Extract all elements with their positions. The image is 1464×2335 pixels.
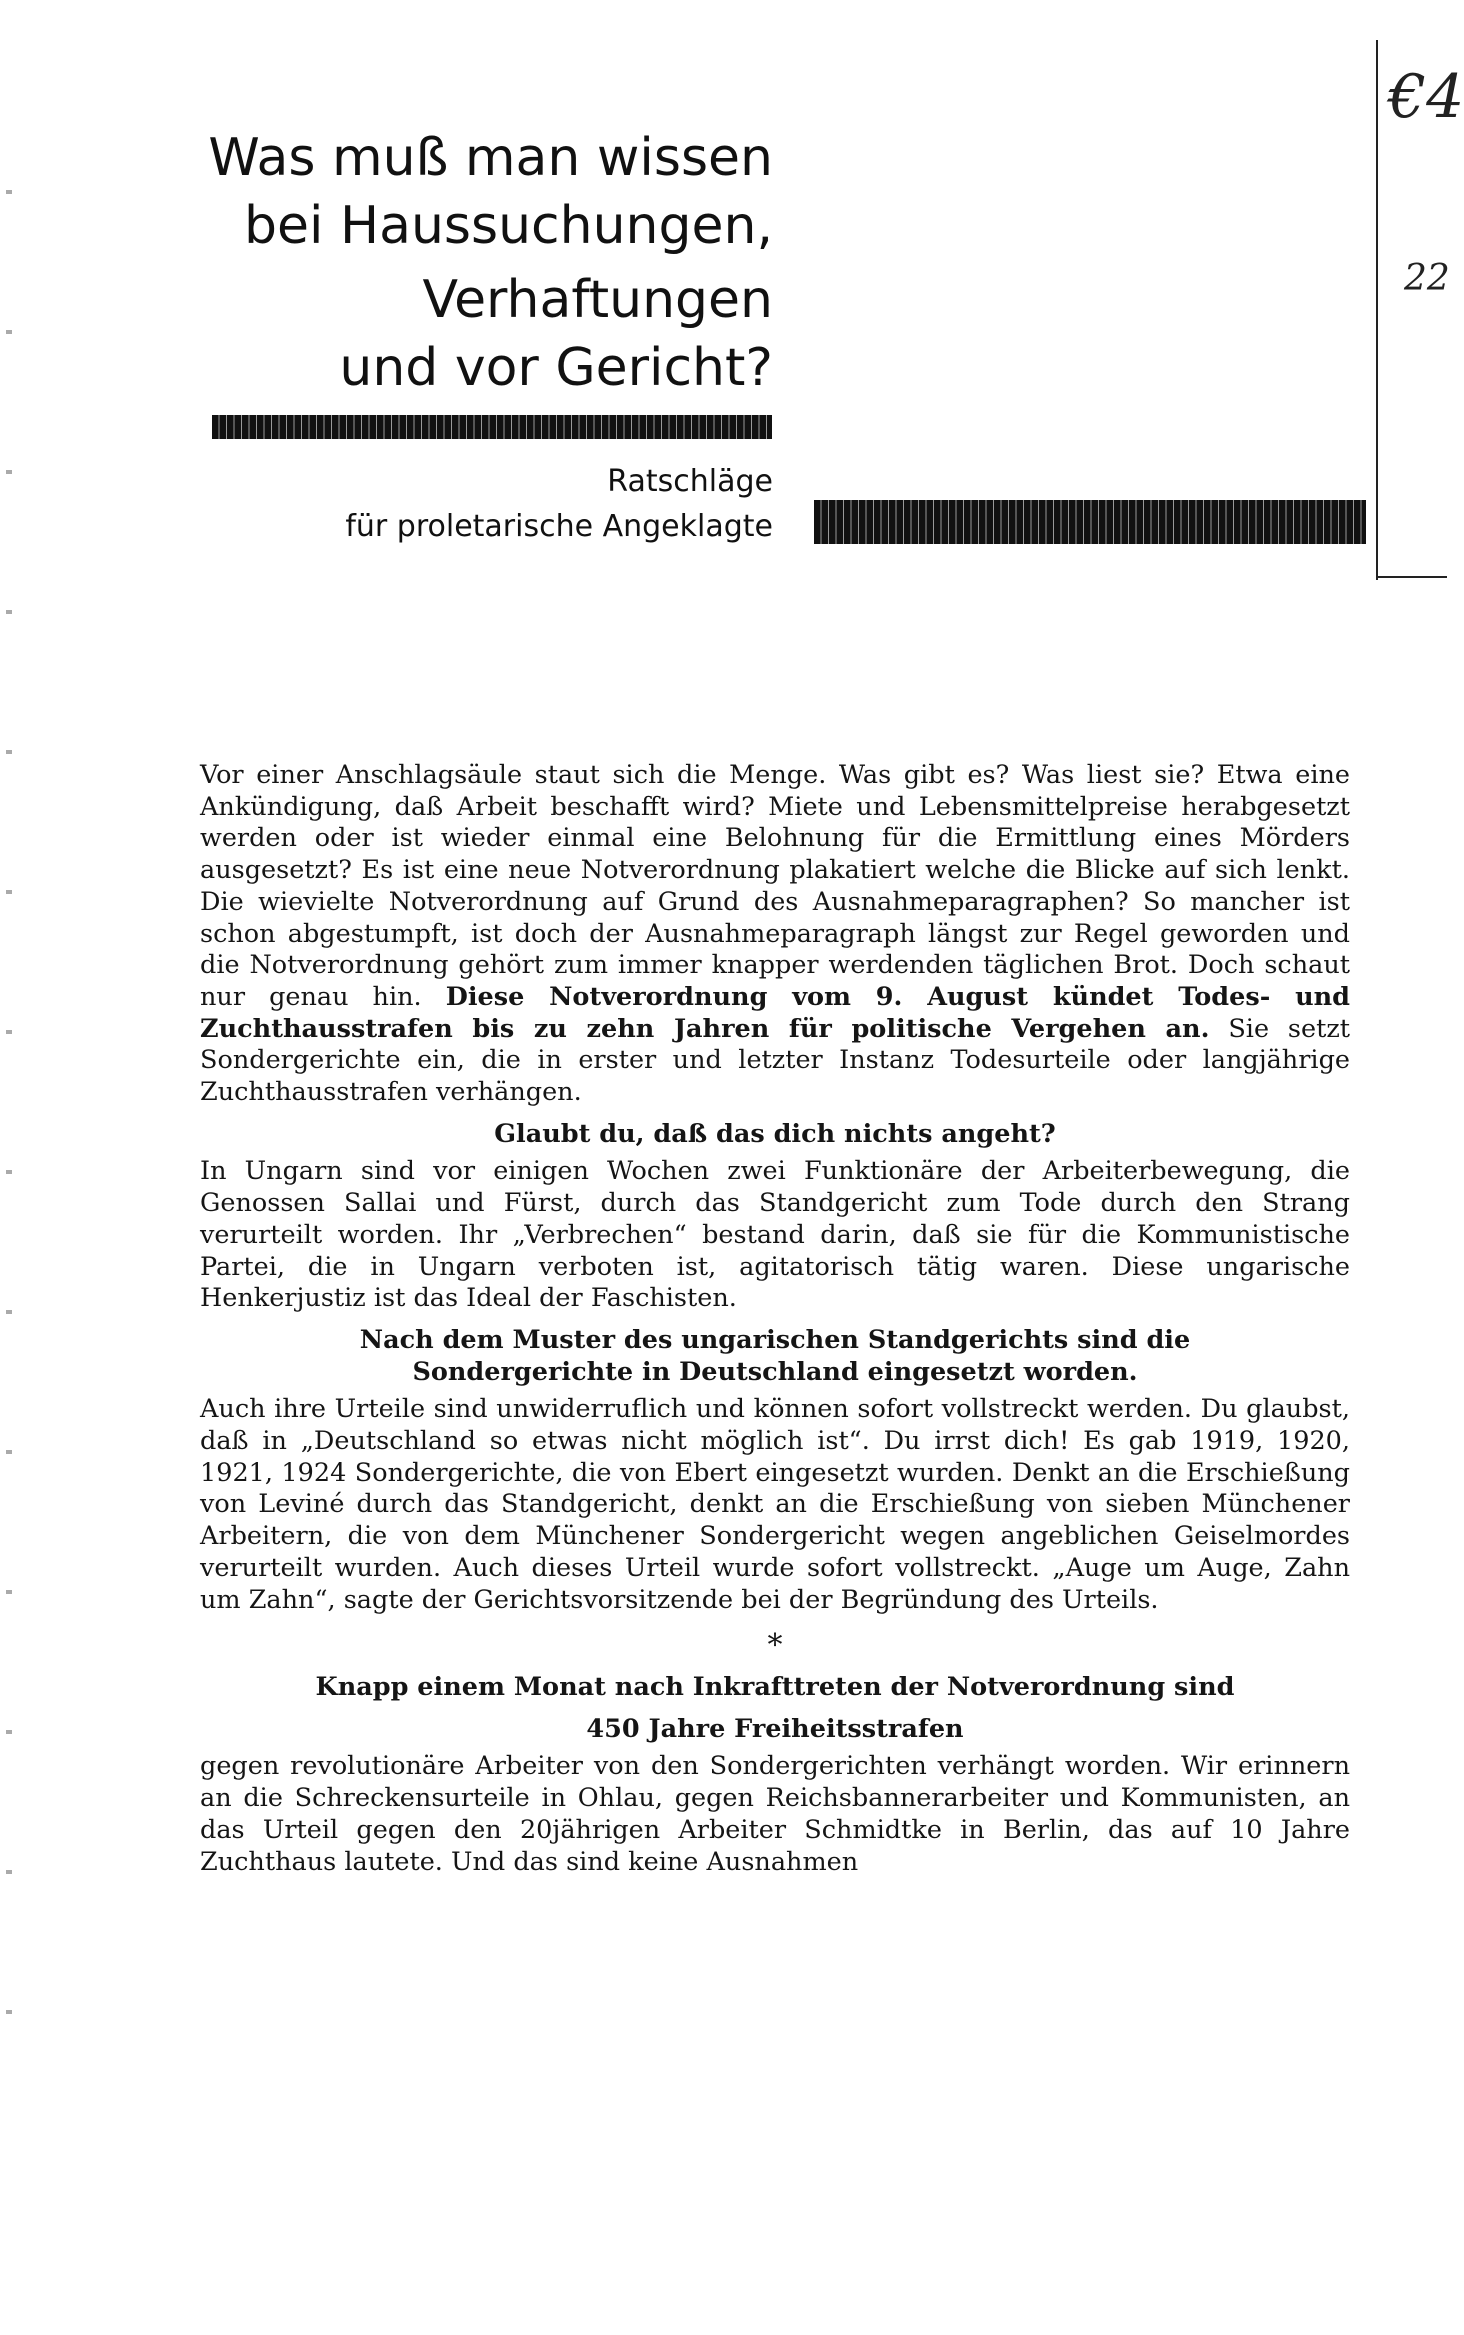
subtitle-line-1: Ratschläge xyxy=(607,464,773,499)
paragraph-1-emphasis: Diese Notverordnung vom 9. August kündet Todes- und Zuchthausstrafen bis zu zehn Jahren für politische Vergehen an. xyxy=(200,981,1350,1044)
title-line-2: bei Haussuchungen, xyxy=(244,196,773,256)
paragraph-1-end: Sie setzt Sondergerichte ein, die in erster und letzter Instanz Todesurteile oder langjährige Zuchthausstrafen verhängen. xyxy=(200,1013,1351,1108)
title-line-4: und vor Gericht? xyxy=(339,338,773,398)
margin-note-number: 22 xyxy=(1404,258,1450,299)
heading-1: Glaubt du, daß das dich nichts angeht? xyxy=(494,1118,1056,1149)
section-star: * xyxy=(767,1628,783,1664)
subtitle-side-bar xyxy=(814,500,1366,544)
paragraph-2: In Ungarn sind vor einigen Wochen zwei Funktionäre der Arbeiterbewegung, die Genossen Sallai und Fürst, durch das Standgericht zum Tode durch den Strang verurteilt worden. Ihr „Verbrechen“ bestand darin, daß sie für die Kommunistische Partei, die in Ungarn verboten ist, agitatorisch tätig waren. Diese ungarische Henkerjustiz ist das Ideal der Faschisten. xyxy=(200,1156,1350,1314)
frame-line-horizontal xyxy=(1378,576,1447,578)
article-body xyxy=(200,760,1350,1878)
paragraph-3: Auch ihre Urteile sind unwiderruflich und können sofort vollstreckt werden. Du glaubst, daß in „Deutschland so etwas nicht möglich ist“. Du irrst dich! Es gab 1919, 1920, 1921, 1924 Sondergerichte, die von Ebert eingesetzt wurden. Denkt an die Erschießung von Leviné durch das Standgericht, denkt an die Erschießung von sieben Münchener Arbeitern, die von dem Münchener Sondergericht wegen angeblichen Geiselmordes verurteilt wurden. Auch dieses Urteil wurde sofort vollstreckt. „Auge um Auge, Zahn um Zahn“, sagte der Gerichtsvorsitzende bei der Begründung des Urteils. xyxy=(200,1394,1350,1615)
paragraph-1-text: Vor einer Anschlagsäule staut sich die Menge. Was gibt es? Was liest sie? Etwa eine Ankündigung, daß Arbeit beschafft wird? Miete und Lebensmittelpreise herabgesetzt werden oder ist wieder einmal eine Belohnung für die Ermittlung eines Mörders ausgesetzt? Es ist eine neue Notverordnung plakatiert welche die Blicke auf sich lenkt. Die wievielte Notverordnung auf Grund des Ausnahmeparagraphen? So mancher ist schon abgestumpft, ist doch der Ausnahmeparagraph längst zur Regel geworden und die Notverordnung gehört zum immer knapper werdenden täglichen Brot. Doch schaut nur genau hin. xyxy=(200,760,1350,1012)
title-line-1: Was muß man wissen xyxy=(208,128,773,188)
frame-line-vertical xyxy=(1376,40,1378,580)
heading-4: 450 Jahre Freiheitsstrafen xyxy=(586,1713,964,1744)
subtitle-line-2: für proletarische Angeklagte xyxy=(345,509,773,544)
heading-2: Nach dem Muster des ungarischen Standgerichts sind die Sondergerichte in Deutschland eingesetzt worden. xyxy=(359,1324,1191,1387)
margin-note-price: €4 xyxy=(1388,62,1464,132)
paragraph-1 xyxy=(200,760,1350,1109)
page-edge-marks xyxy=(6,130,12,2130)
title-underline-bar xyxy=(212,415,772,439)
title-line-3: Verhaftungen xyxy=(422,270,773,330)
paragraph-4: gegen revolutionäre Arbeiter von den Sondergerichten verhängt worden. Wir erinnern an die Schreckensurteile in Ohlau, gegen Reichsbannerarbeiter und Kommunisten, an das Urteil gegen den 20jährigen Arbeiter Schmidtke in Berlin, das auf 10 Jahre Zuchthaus lautete. Und das sind keine Ausnahmen xyxy=(200,1751,1350,1877)
heading-3: Knapp einem Monat nach Inkrafttreten der Notverordnung sind xyxy=(315,1671,1235,1702)
